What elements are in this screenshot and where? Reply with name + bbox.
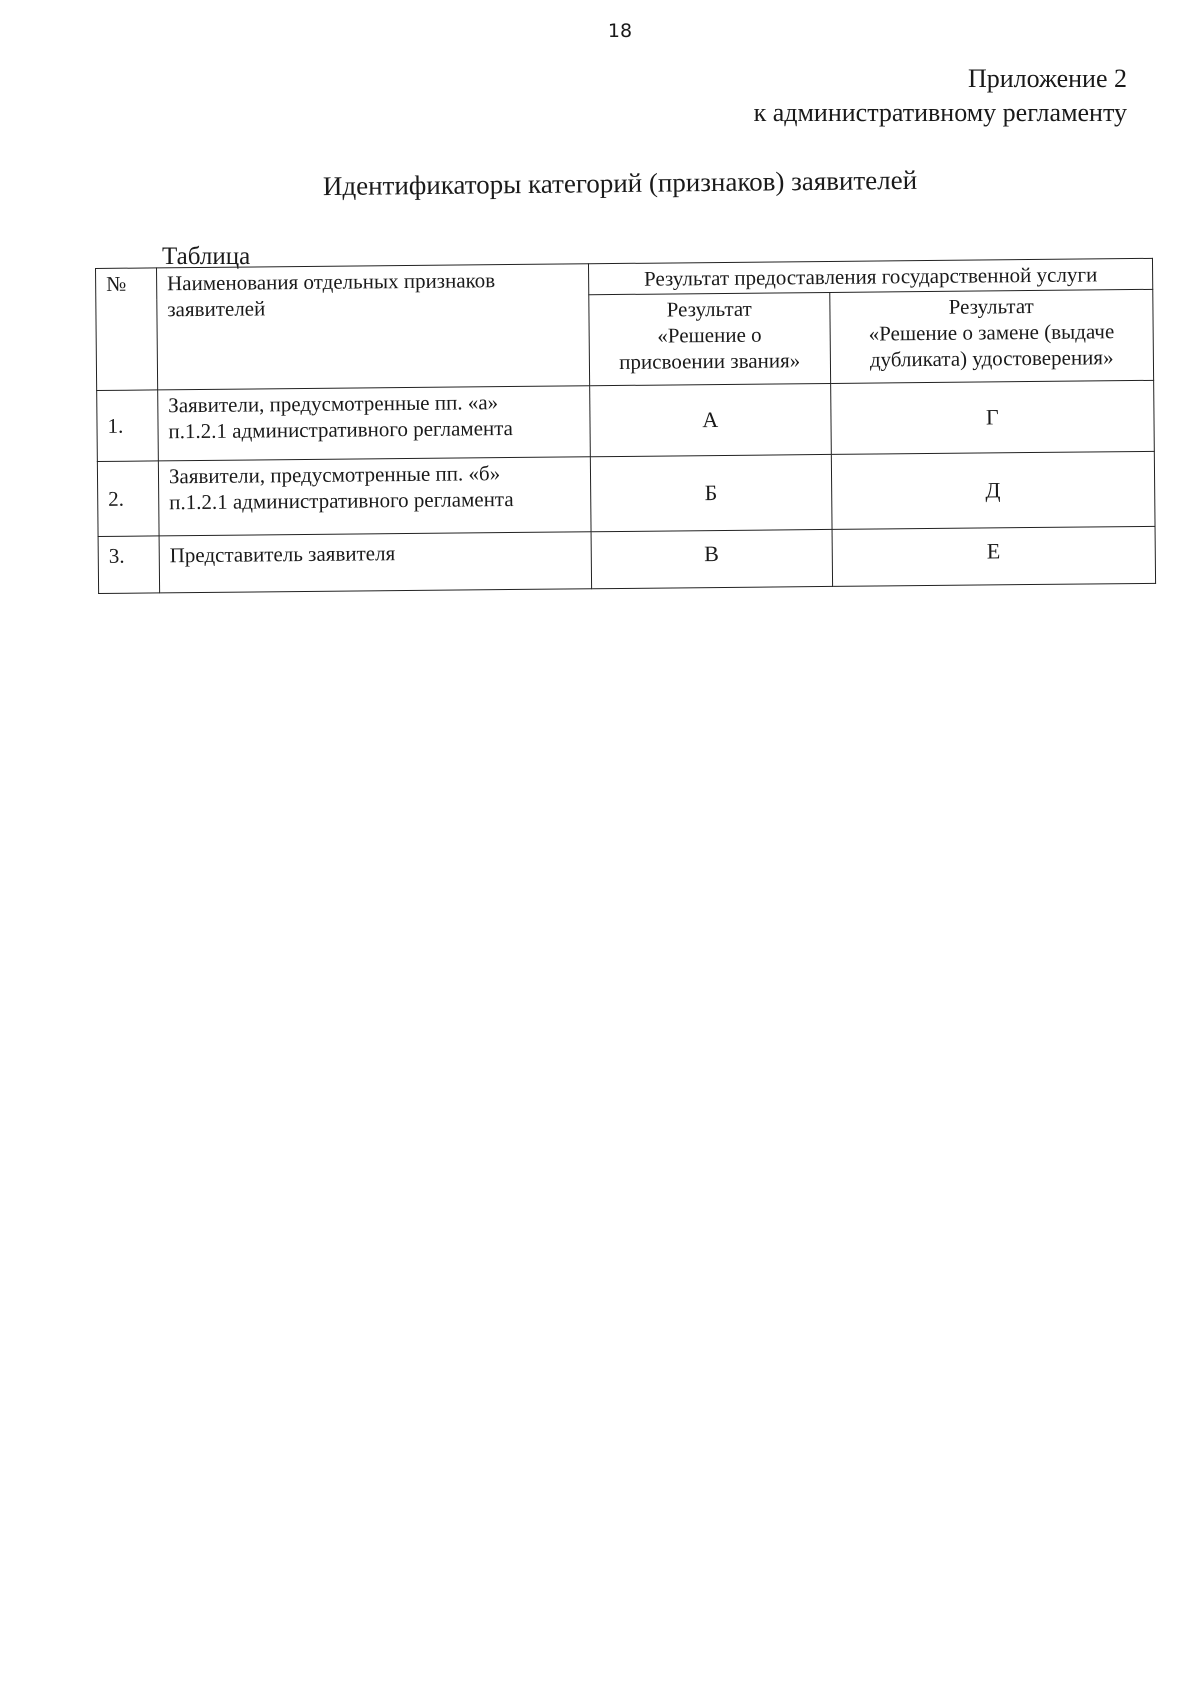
- header-name-cell: Наименования отдельных признаков заявителей: [156, 264, 589, 390]
- header-result-1-cell: Результат «Решение о присвоении звания»: [589, 292, 830, 385]
- row-num-cell: 3.: [98, 536, 159, 594]
- header-result-group-cell: Результат предоставления государственной услуги: [589, 258, 1153, 294]
- row-result-2-cell: Г: [830, 380, 1154, 454]
- document-title: Идентификаторы категорий (признаков) заявителей: [322, 164, 918, 202]
- appendix-note: [754, 62, 1127, 130]
- appendix-line-2: к административному регламенту: [753, 98, 1127, 127]
- table-row: [98, 526, 1155, 593]
- row-result-1-cell: Б: [590, 454, 831, 531]
- appendix-line-1: Приложение 2: [967, 64, 1127, 93]
- row-name-cell: Заявители, предусмотренные пп. «б» п.1.2.1 административного регламента: [158, 457, 591, 536]
- identifiers-table: [95, 258, 1156, 594]
- row-result-2-cell: Д: [831, 451, 1155, 529]
- row-num-cell: 1.: [97, 390, 159, 462]
- table-row: [97, 380, 1155, 461]
- row-result-2-cell: Е: [832, 526, 1156, 586]
- row-result-1-cell: А: [590, 383, 831, 456]
- header-num-cell: №: [96, 268, 158, 391]
- row-num-cell: 2.: [97, 461, 159, 537]
- row-name-cell: Представитель заявителя: [159, 532, 592, 593]
- header-result-2-cell: Результат «Решение о замене (выдаче дубликата) удостоверения»: [829, 289, 1153, 383]
- table-caption: Таблица: [162, 243, 251, 270]
- row-name-cell: Заявители, предусмотренные пп. «а» п.1.2.1 административного регламента: [158, 386, 591, 461]
- table-row: [97, 451, 1155, 536]
- row-result-1-cell: В: [591, 529, 832, 588]
- page-number: 18: [607, 20, 633, 42]
